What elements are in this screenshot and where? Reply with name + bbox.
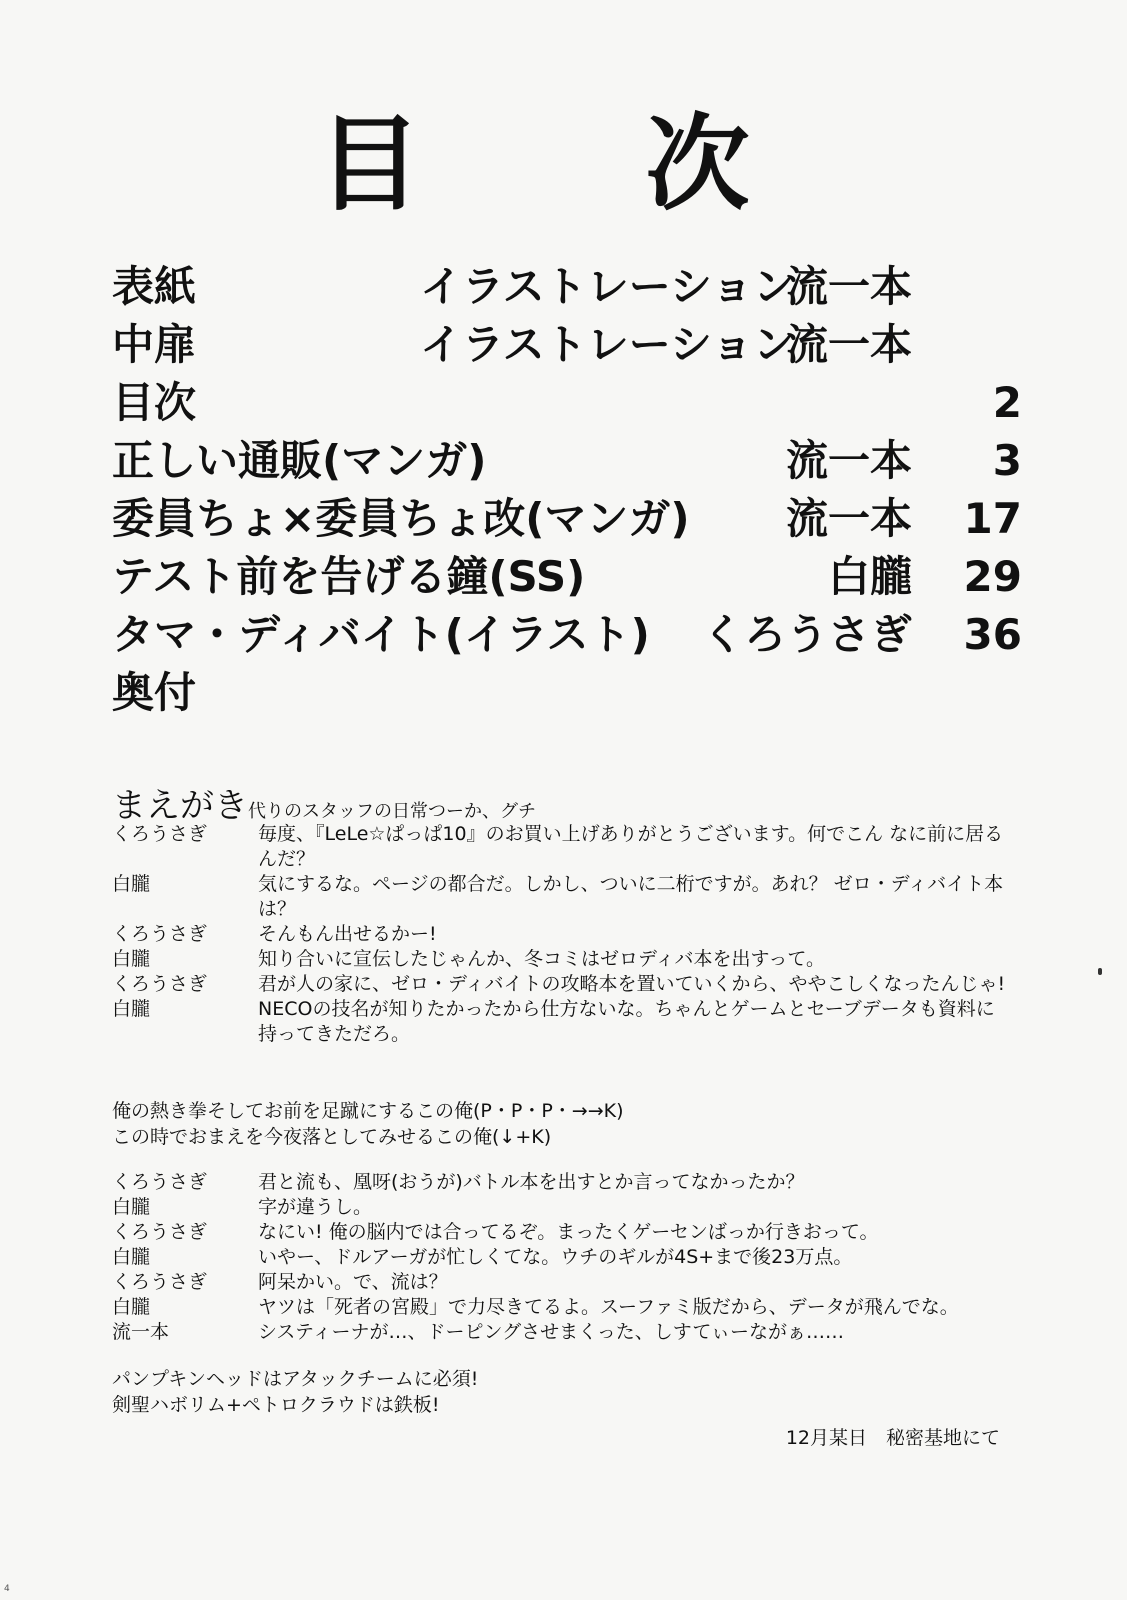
line-text: 字が違うし。 bbox=[258, 1196, 373, 1218]
dialogue-line bbox=[112, 822, 1012, 872]
toc-page: 36 bbox=[963, 610, 1022, 659]
toc-row bbox=[112, 432, 1022, 490]
speaker: くろうさぎ bbox=[112, 823, 208, 845]
dialogue-line bbox=[112, 872, 1012, 922]
toc-author: 流一本 bbox=[785, 436, 912, 485]
line-text: 阿呆かい。で、流は？ bbox=[258, 1271, 448, 1293]
dialogue-block-1 bbox=[112, 822, 1012, 1047]
scan-speck bbox=[1098, 968, 1102, 975]
toc-author: 白朧 bbox=[827, 552, 912, 601]
speaker: 白朧 bbox=[112, 1196, 151, 1218]
quote-line: 俺の熱き拳そしてお前を足蹴にするこの俺(P・P・P・→→K) bbox=[112, 1100, 624, 1122]
page-title: 目 次 bbox=[317, 103, 810, 225]
toc-title: 奥付 bbox=[112, 668, 197, 717]
toc-title: 正しい通販(マンガ) bbox=[112, 436, 487, 485]
preface-title: まえがき bbox=[112, 786, 248, 826]
toc-title: 委員ちょ×委員ちょ改(マンガ) bbox=[112, 494, 690, 543]
speaker: くろうさぎ bbox=[112, 1271, 208, 1293]
toc-page: 17 bbox=[963, 494, 1022, 543]
line-text: 気にするな。ページの都合だ。しかし、ついに二桁ですが。あれ？ ゼロ・ディバイト本は？ bbox=[258, 873, 1004, 920]
dialogue-line bbox=[112, 947, 1012, 972]
toc-title: 目次 bbox=[112, 378, 197, 427]
toc-row bbox=[112, 258, 1022, 316]
dialogue-line bbox=[112, 1170, 1012, 1195]
dialogue-line bbox=[112, 1195, 1012, 1220]
dialogue-line bbox=[112, 1295, 1012, 1320]
line-text: システィーナが…、ドーピングさせまくった、しすてぃーながぁ…… bbox=[258, 1321, 844, 1343]
dialogue-line bbox=[112, 1270, 1012, 1295]
quote-block-1 bbox=[112, 1098, 624, 1150]
line-text: 知り合いに宣伝したじゃんか、冬コミはゼロディバ本を出すって。 bbox=[258, 948, 825, 970]
toc-row bbox=[112, 664, 1022, 722]
toc-author: 流一本 bbox=[785, 494, 912, 543]
quote-block-2 bbox=[112, 1366, 478, 1418]
toc-author: くろうさぎ bbox=[701, 610, 912, 659]
toc-page: 29 bbox=[963, 552, 1022, 601]
signature: 12月某日 秘密基地にて bbox=[785, 1427, 1000, 1449]
dialogue-line bbox=[112, 1320, 1012, 1345]
toc-row bbox=[112, 316, 1022, 374]
line-text: いやー、ドルアーガが忙しくてな。ウチのギルが4S+まで後23万点。 bbox=[258, 1246, 853, 1268]
toc-row bbox=[112, 374, 1022, 432]
dialogue-line bbox=[112, 1245, 1012, 1270]
speaker: 白朧 bbox=[112, 873, 151, 895]
speaker: 流一本 bbox=[112, 1321, 170, 1343]
toc-content: イラストレーション bbox=[420, 262, 796, 311]
quote-line: パンプキンヘッドはアタックチームに必須! bbox=[112, 1368, 479, 1390]
quote-line: 剣聖ハボリム+ペトロクラウドは鉄板! bbox=[112, 1394, 440, 1416]
toc-title: 表紙 bbox=[112, 262, 197, 311]
line-text: ヤツは「死者の宮殿」で力尽きてるよ。スーファミ版だから、データが飛んでな。 bbox=[258, 1296, 959, 1318]
toc-author: 流一本 bbox=[785, 262, 912, 311]
speaker: くろうさぎ bbox=[112, 973, 208, 995]
dialogue-line bbox=[112, 997, 1012, 1047]
speaker: 白朧 bbox=[112, 1296, 151, 1318]
dialogue-line bbox=[112, 972, 1012, 997]
page-number: 4 bbox=[4, 1584, 10, 1594]
dialogue-line bbox=[112, 1220, 1012, 1245]
speaker: 白朧 bbox=[112, 948, 151, 970]
toc-page: 3 bbox=[992, 436, 1022, 485]
line-text: そんもん出せるかー! bbox=[258, 923, 437, 945]
quote-line: この時でおまえを今夜落としてみせるこの俺(↓+K) bbox=[112, 1126, 552, 1148]
speaker: くろうさぎ bbox=[112, 1221, 208, 1243]
line-text: 君が人の家に、ゼロ・ディバイトの攻略本を置いていくから、ややこしくなったんじゃ! bbox=[258, 973, 1006, 995]
speaker: 白朧 bbox=[112, 1246, 151, 1268]
toc-page: 2 bbox=[992, 378, 1022, 427]
speaker: くろうさぎ bbox=[112, 1171, 208, 1193]
line-text: 毎度、『LeLe☆ぱっぱ10』のお買い上げありがとうございます。何でこん なに前に居るんだ？ bbox=[258, 823, 1004, 870]
preface-subtitle: 代りのスタッフの日常つーか、グチ bbox=[248, 801, 536, 822]
line-text: NECOの技名が知りたかったから仕方ないな。ちゃんとゲームとセーブデータも資料に持ってきただろ。 bbox=[258, 998, 995, 1045]
toc-row bbox=[112, 606, 1022, 664]
line-text: 君と流も、凰呀(おうが)バトル本を出すとか言ってなかったか？ bbox=[258, 1171, 805, 1193]
table-of-contents bbox=[112, 258, 1022, 722]
line-text: なにい! 俺の脳内では合ってるぞ。まったくゲーセンばっか行きおって。 bbox=[258, 1221, 879, 1243]
toc-title: テスト前を告げる鐘(SS) bbox=[112, 552, 586, 601]
preface-heading bbox=[112, 778, 536, 827]
toc-row bbox=[112, 548, 1022, 606]
dialogue-block-2 bbox=[112, 1170, 1012, 1345]
toc-content: イラストレーション bbox=[420, 320, 796, 369]
speaker: 白朧 bbox=[112, 998, 151, 1020]
toc-title: タマ・ディバイト(イラスト) bbox=[112, 610, 650, 659]
toc-title: 中扉 bbox=[112, 320, 197, 369]
dialogue-line bbox=[112, 922, 1012, 947]
toc-author: 流一本 bbox=[785, 320, 912, 369]
speaker: くろうさぎ bbox=[112, 923, 208, 945]
toc-row bbox=[112, 490, 1022, 548]
